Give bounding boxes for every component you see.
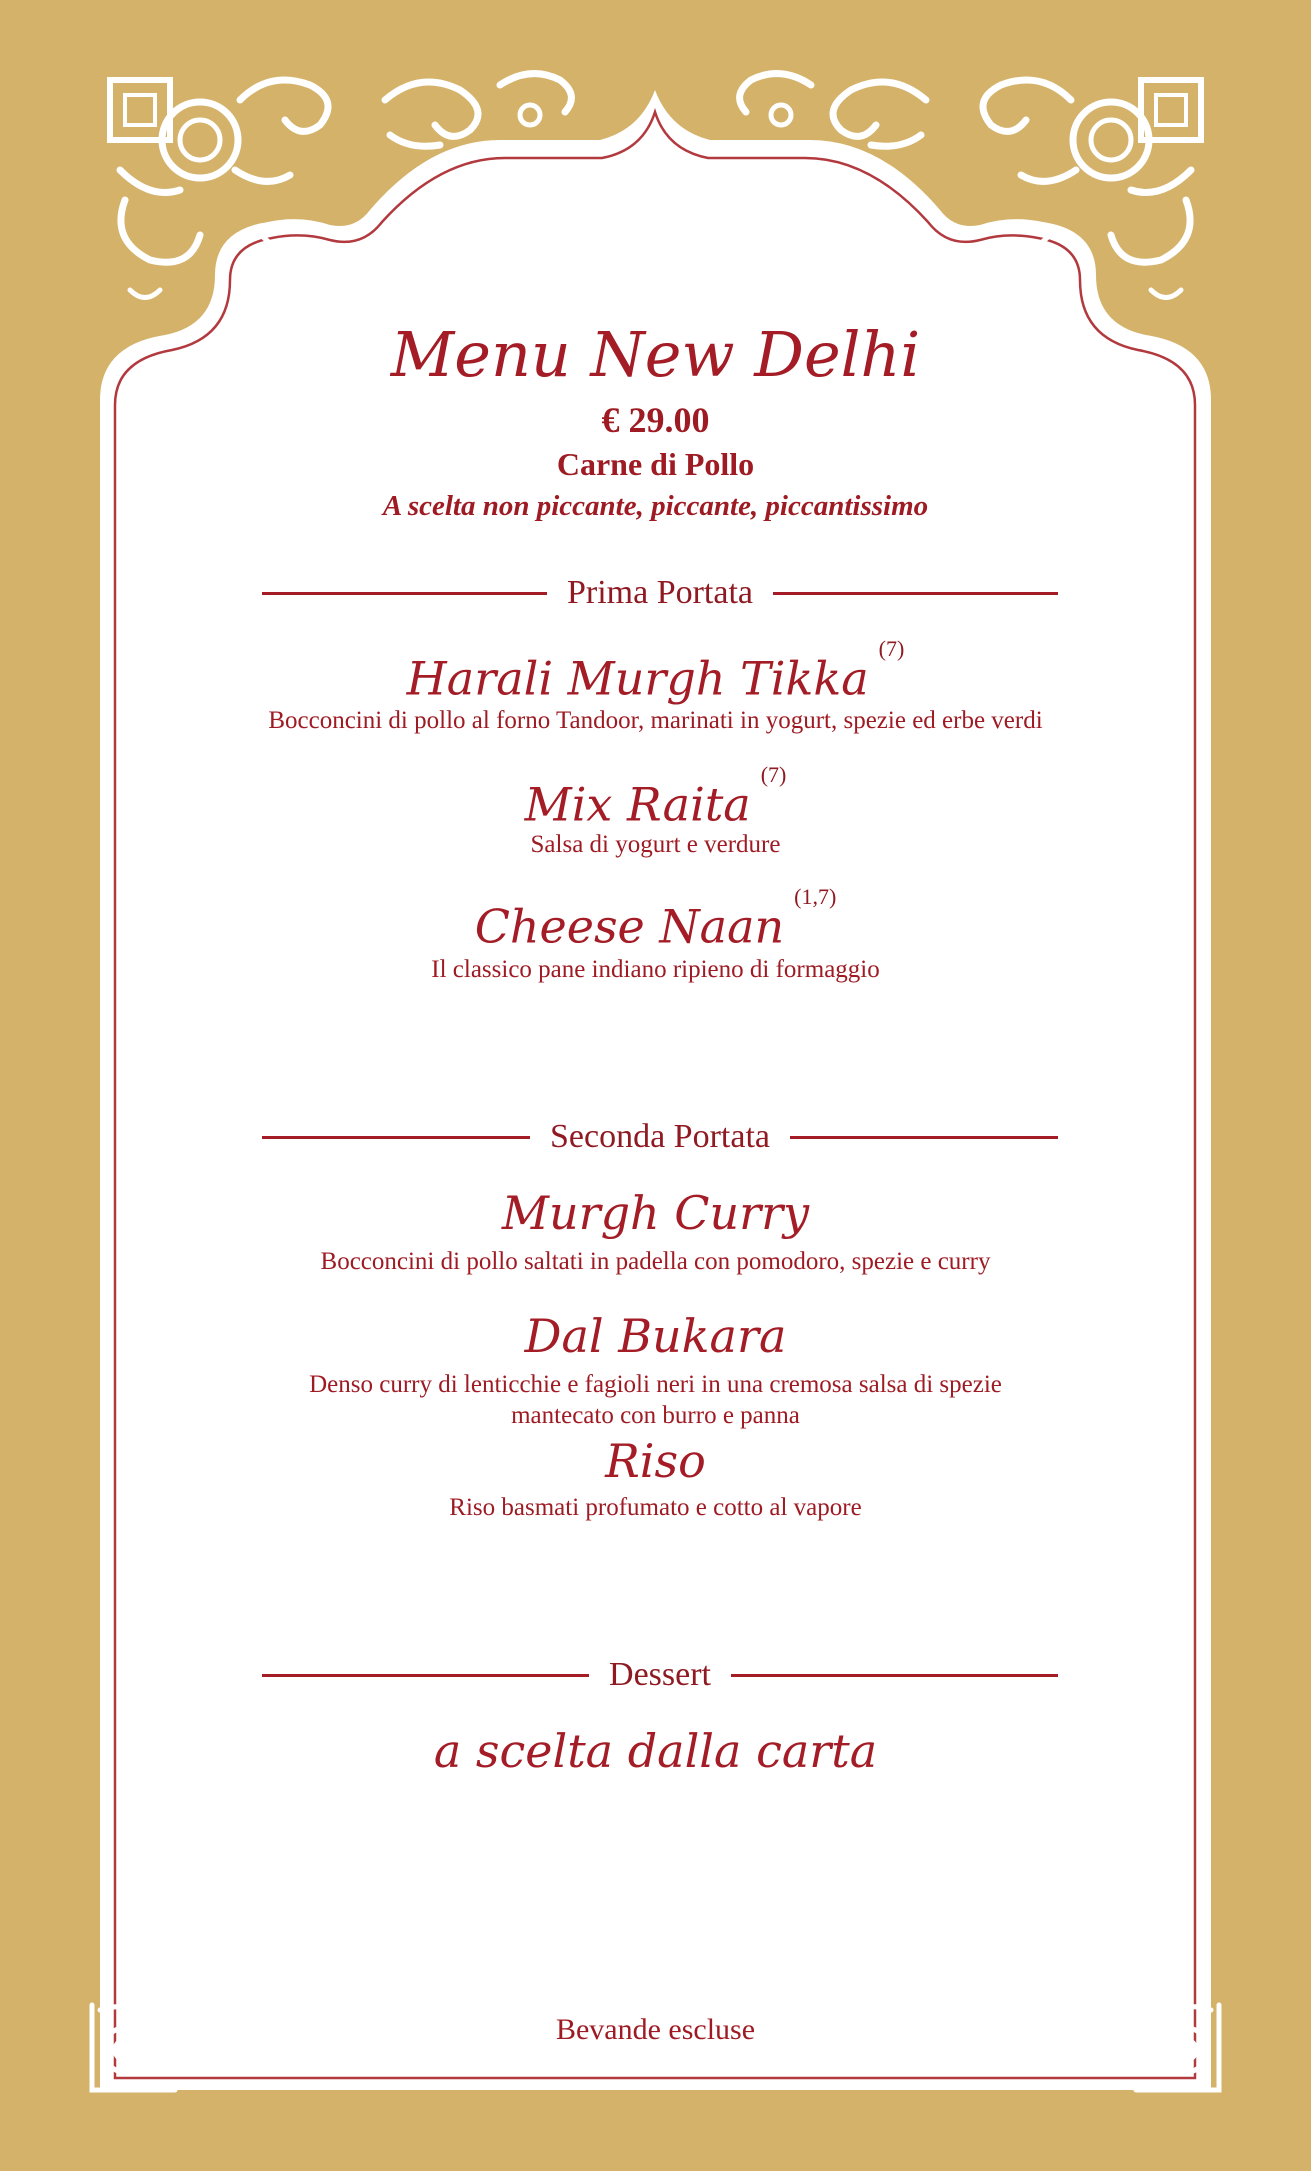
section-rule-left [262,1136,530,1139]
allergen-code: (1,7) [794,884,837,909]
section-label: Prima Portata [566,574,754,611]
section-header-seconda-portata [262,1112,1058,1162]
dish-description-line-2: mantecato con burro e panna [511,1402,800,1429]
dish-name: Harali Murgh Tikka$^{(7)}$ [406,636,905,706]
section-rule-left [262,1674,589,1677]
dessert-choice: a scelta dalla carta [433,1724,878,1778]
allergen-code: (7) [760,762,787,787]
dish-name: Mix Raita$^{(7)}$ [524,762,787,832]
dish-name: Dal Bukara [524,1309,787,1363]
drinks-note: Bevande escluse [555,2013,756,2046]
allergen-code: (7) [878,636,905,661]
dish-description: Denso curry di lenticchie e fagioli neri in una cremosa salsa di spezie [309,1371,1002,1398]
section-header-dessert [262,1650,1058,1700]
dish-description: Bocconcini di pollo al forno Tandoor, marinati in yogurt, spezie ed erbe verdi [268,707,1043,734]
dish-description: Riso basmati profumato e cotto al vapore [449,1494,862,1521]
spice-options: A scelta non piccante, piccante, piccantissimo [382,490,929,522]
dish-name: Riso [605,1434,706,1488]
dish-name: Cheese Naan$^{(1,7)}$ [474,884,837,954]
section-rule-left [262,592,547,595]
section-header-prima-portata [262,568,1058,618]
section-label: Dessert [609,1656,711,1693]
menu-subtitle: Carne di Pollo [556,446,755,482]
section-rule-right [790,1136,1058,1139]
menu-title: Menu New Delhi [390,318,921,391]
dish-description: Bocconcini di pollo saltati in padella con pomodoro, spezie e curry [320,1248,991,1275]
dish-name: Murgh Curry [501,1186,810,1240]
dish-description: Il classico pane indiano ripieno di formaggio [431,956,880,983]
section-rule-right [731,1674,1058,1677]
section-rule-right [773,592,1058,595]
section-label: Seconda Portata [550,1118,770,1155]
menu-price: € 29.00 [601,400,710,440]
dish-description: Salsa di yogurt e verdure [530,831,781,858]
